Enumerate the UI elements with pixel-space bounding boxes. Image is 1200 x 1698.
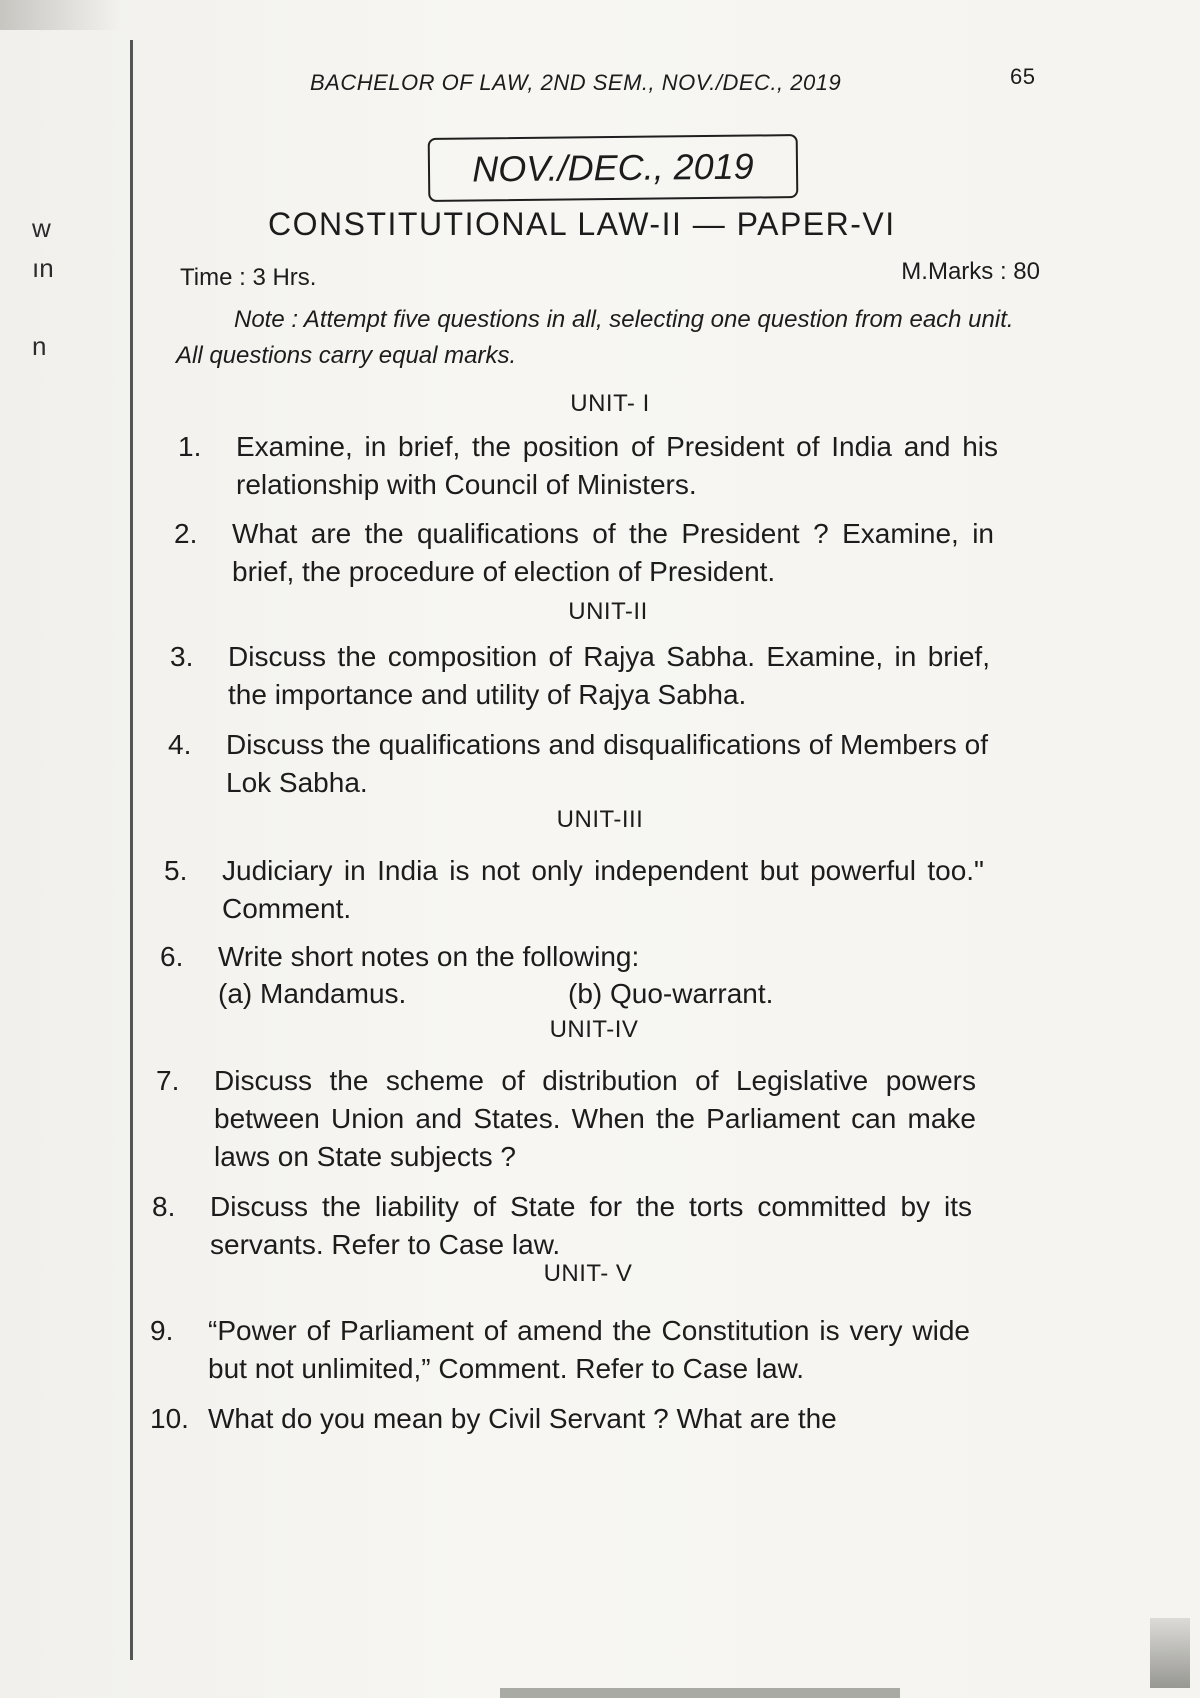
question-text: Discuss the scheme of distribution of Legislative powers between Union and States. When the Parliament can make laws on State subjects ? — [214, 1065, 976, 1172]
unit-heading: UNIT-III — [556, 806, 644, 833]
question-number: 7. — [156, 1065, 180, 1096]
question-9 — [150, 1312, 970, 1388]
unit-heading: UNIT-II — [568, 598, 648, 625]
question-10 — [150, 1400, 970, 1438]
question-text: Judiciary in India is not only independent but powerful too." Comment. — [222, 855, 984, 924]
instructions-note: Note : Attempt five questions in all, selecting one question from each unit. All questions carry equal marks. — [176, 306, 1014, 369]
max-marks: M.Marks : 80 — [901, 258, 1040, 285]
question-number: 8. — [152, 1191, 176, 1222]
question-number: 2. — [174, 518, 198, 549]
unit-heading: UNIT-IV — [549, 1016, 639, 1043]
unit-heading: UNIT- V — [543, 1260, 633, 1287]
question-text: What do you mean by Civil Servant ? What are the — [208, 1403, 837, 1434]
question-text: Write short notes on the following: — [218, 941, 640, 972]
question-text: Discuss the composition of Rajya Sabha. Examine, in brief, the importance and utility of Rajya Sabha. — [228, 641, 990, 710]
page-number: 65 — [1010, 64, 1036, 89]
margin-letter: w — [32, 213, 51, 243]
unit-heading: UNIT- I — [570, 390, 650, 417]
question-number: 4. — [168, 729, 192, 760]
margin-letter: n — [32, 331, 47, 361]
question-7 — [156, 1062, 976, 1176]
running-title: BACHELOR OF LAW, 2ND SEM., NOV./DEC., 2019 — [310, 70, 842, 95]
question-text: Examine, in brief, the position of President of India and his relationship with Council of Ministers. — [236, 431, 998, 500]
subpart-a: (a) Mandamus. — [218, 978, 407, 1009]
session-label: NOV./DEC., 2019 — [472, 145, 754, 190]
question-number: 9. — [150, 1315, 174, 1346]
question-number: 5. — [164, 855, 188, 886]
session-box — [428, 134, 799, 202]
question-text: “Power of Parliament of amend the Constitution is very wide but not unlimited,” Comment. Refer to Case law. — [208, 1315, 970, 1384]
margin-bleed-text — [32, 215, 54, 359]
question-number: 6. — [160, 941, 184, 972]
subpart-b: (b) Quo-warrant. — [568, 978, 774, 1009]
question-8 — [152, 1188, 972, 1264]
question-4 — [168, 726, 988, 802]
paper-title: CONSTITUTIONAL LAW-II — PAPER-VI — [268, 206, 896, 242]
scan-corner-shadow — [1150, 1618, 1190, 1688]
question-5 — [164, 852, 984, 928]
question-number: 1. — [178, 431, 202, 462]
scan-edge-shadow — [0, 0, 120, 30]
question-number: 10. — [150, 1403, 189, 1434]
question-6 — [160, 938, 980, 976]
margin-letter: ın — [32, 253, 54, 283]
question-1 — [178, 428, 998, 504]
time-allowed: Time : 3 Hrs. — [180, 264, 317, 291]
question-2 — [174, 515, 994, 591]
page-binding-line — [130, 40, 133, 1660]
scan-bottom-edge — [500, 1688, 900, 1698]
question-text: What are the qualifications of the President ? Examine, in brief, the procedure of election of President. — [232, 518, 994, 587]
question-text: Discuss the liability of State for the torts committed by its servants. Refer to Case law. — [210, 1191, 972, 1260]
question-text: Discuss the qualifications and disqualifications of Members of Lok Sabha. — [226, 729, 988, 798]
question-number: 3. — [170, 641, 194, 672]
question-3 — [170, 638, 990, 714]
